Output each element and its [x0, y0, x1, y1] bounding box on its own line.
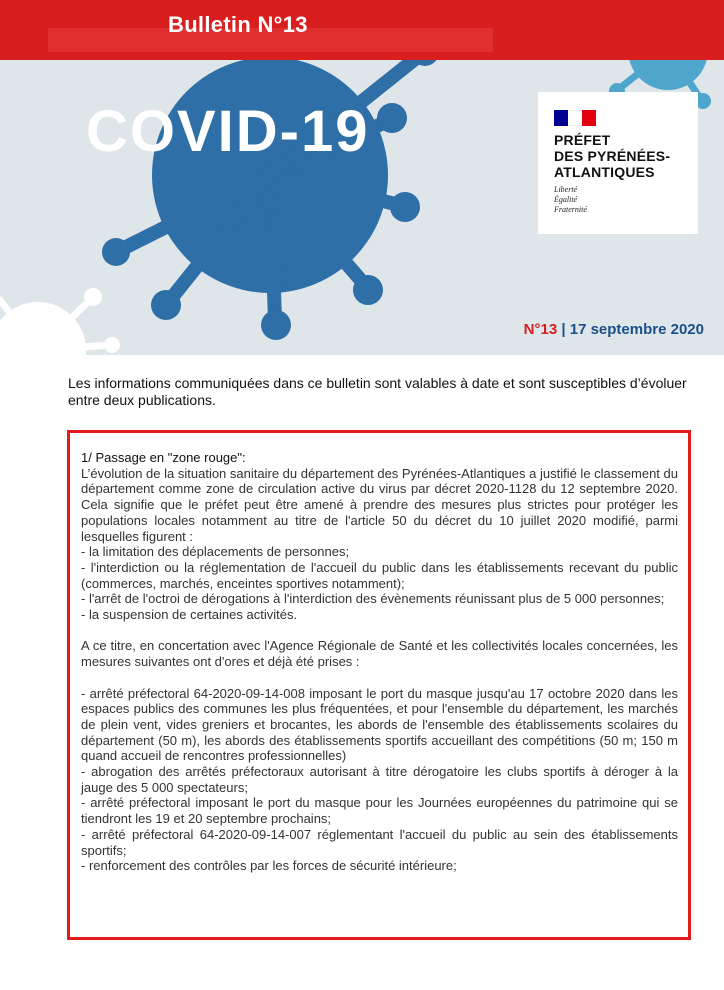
republic-motto: Liberté Égalité Fraternité — [554, 185, 587, 214]
list-item: - l'arrêt de l'octroi de dérogations à l'interdiction des évènements réunissant plus de 5 000 personnes; — [81, 591, 665, 607]
section-paragraph-1: L’évolution de la situation sanitaire du département des Pyrénées-Atlantiques a justifié le classement du département comme zone de circulation active du virus par décret 2020-1128 du 12 septembre 2020. Cela signifie que le préfet peut être amené à prendre des mesures plus strictes pour protéger les populations locales notamment au titre de l'article 50 du décret du 10 juillet 2020 modifié, parmi lesquelles figurent : — [81, 465, 678, 544]
list-item: - arrêté préfectoral 64-2020-09-14-007 réglementant l'accueil du public au sein des établissements sportifs; — [81, 826, 678, 858]
list-item: - arrêté préfectoral imposant le port du masque pour les Journées européennes du patrimoine qui se tiendront les 19 et 20 septembre prochains; — [81, 795, 678, 827]
marianne-flag-icon — [554, 110, 596, 126]
issue-number: N°13 — [523, 321, 558, 338]
issue-date: 17 septembre 2020 — [569, 321, 704, 338]
list-item: - arrêté préfectoral 64-2020-09-14-008 imposant le port du masque jusqu'au 17 octobre 2020 dans les espaces publics des communes les plus fréquentées, et pour l'ensemble du département, les marchés de plein vent, vides greniers et brocantes, les abords de l'ensemble des établissements scolaires du département (50 m), les abords des établissements sportifs accueillant des compétitions (50 m; 150 m quand accueil de rencontres professionnelles) — [81, 685, 678, 764]
header-banner — [0, 0, 724, 355]
issue-separator: | — [561, 321, 566, 338]
list-item: - la limitation des déplacements de personnes; — [81, 544, 350, 560]
prefet-name: PRÉFET DES PYRÉNÉES- ATLANTIQUES — [554, 132, 671, 180]
list-item: - la suspension de certaines activités. — [81, 607, 298, 623]
covid-title: COVID-19 — [86, 99, 370, 164]
list-item: - renforcement des contrôles par les forces de sécurité intérieure; — [81, 858, 457, 874]
bulletin-title: Bulletin N°13 — [168, 12, 308, 37]
issue-info — [524, 321, 704, 338]
section-heading: 1/ Passage en "zone rouge": — [81, 450, 246, 465]
list-item: - l'interdiction ou la réglementation de l'accueil du public dans les établissements recevant du public (commerces, marchés, enceintes sportives notamment); — [81, 559, 678, 591]
zone-rouge-section — [67, 430, 691, 940]
title-bar-accent — [0, 0, 724, 60]
prefecture-logo — [538, 92, 698, 234]
list-item: - abrogation des arrêtés préfectoraux autorisant à titre dérogatoire les clubs sportifs à déroger à la jauge des 5 000 spectateurs; — [81, 764, 678, 795]
section-paragraph-2: A ce titre, en concertation avec l'Agence Régionale de Santé et les collectivités locales concernées, les mesures suivantes ont d'ores et déjà été prises : — [81, 638, 678, 670]
intro-text: Les informations communiquées dans ce bulletin sont valables à date et sont susceptibles d’évoluer entre deux publications. — [68, 375, 687, 408]
